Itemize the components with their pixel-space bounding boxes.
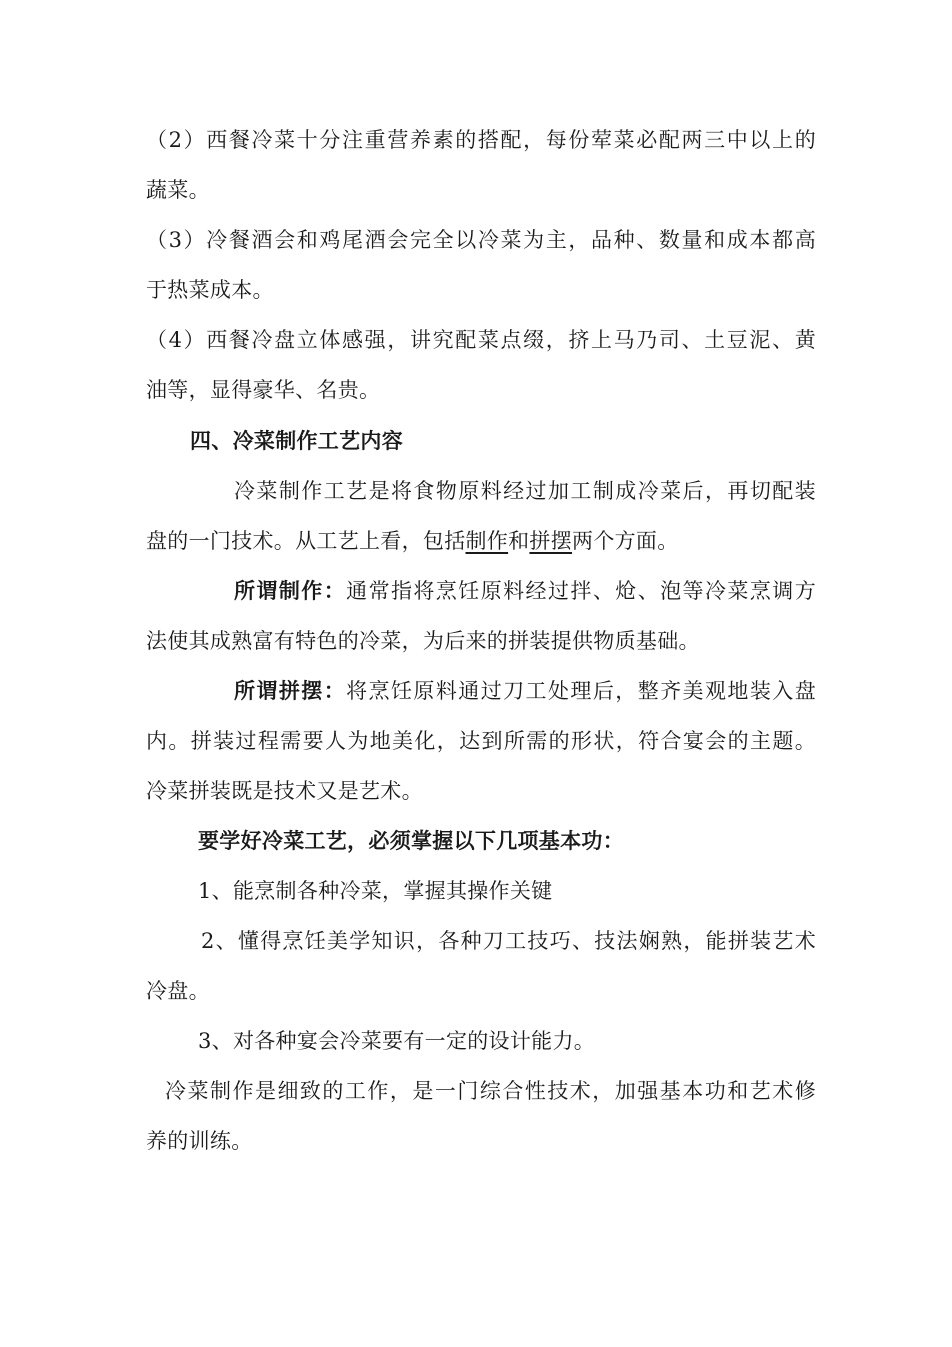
intro-text-part-a: 盘的一门技术。从工艺上看，包括 — [146, 529, 466, 553]
intro-text-and: 和 — [508, 529, 530, 553]
definition-arranging-text: 将烹饪原料通过刀工处理后，整齐美观地装入盘 — [346, 679, 816, 703]
paragraph-western-platter-line1: （4）西餐冷盘立体感强，讲究配菜点缀，挤上马乃司、土豆泥、黄 — [146, 328, 816, 352]
paragraph-western-cold-dish-nutrition-line1: （2）西餐冷菜十分注重营养素的搭配，每份荤菜必配两三中以上的 — [146, 128, 816, 152]
skill-item-2-line2: 冷盘。 — [146, 979, 210, 1003]
paragraph-western-platter-line2: 油等，显得豪华、名贵。 — [146, 378, 381, 402]
paragraph-closing-line2: 养的训练。 — [146, 1129, 253, 1153]
paragraph-closing-line1: 冷菜制作是细致的工作，是一门综合性技术，加强基本功和艺术修 — [165, 1079, 816, 1103]
intro-text-part-b: 两个方面。 — [572, 529, 679, 553]
paragraph-western-cold-dish-nutrition-line2: 蔬菜。 — [146, 178, 210, 202]
definition-arranging-label: 所谓拼摆： — [234, 678, 347, 703]
skill-item-2-line1: 2、懂得烹饪美学知识，各种刀工技巧、技法娴熟，能拼装艺术 — [201, 929, 816, 953]
definition-arranging-line1 — [234, 677, 816, 705]
paragraph-intro-line2 — [146, 527, 816, 555]
definition-making-line2: 法使其成熟富有特色的冷菜，为后来的拼装提供物质基础。 — [146, 629, 700, 653]
paragraph-intro-line1: 冷菜制作工艺是将食物原料经过加工制成冷菜后，再切配装 — [234, 479, 816, 503]
definition-arranging-line3: 冷菜拼装既是技术又是艺术。 — [146, 779, 423, 803]
section-heading-four: 四、冷菜制作工艺内容 — [190, 428, 403, 453]
skill-item-1: 1、能烹制各种冷菜，掌握其操作关键 — [198, 879, 553, 903]
paragraph-cold-buffet-cocktail-line1: （3）冷餐酒会和鸡尾酒会完全以冷菜为主，品种、数量和成本都高 — [146, 228, 816, 252]
definition-making-label: 所谓制作： — [234, 578, 347, 603]
skills-heading: 要学好冷菜工艺，必须掌握以下几项基本功： — [198, 828, 624, 853]
definition-making-line1 — [234, 577, 816, 605]
skill-item-3: 3、对各种宴会冷菜要有一定的设计能力。 — [198, 1029, 596, 1053]
term-arranging: 拼摆 — [529, 529, 573, 553]
definition-arranging-line2: 内。拼装过程需要人为地美化，达到所需的形状，符合宴会的主题。 — [146, 729, 816, 753]
paragraph-cold-buffet-cocktail-line2: 于热菜成本。 — [146, 278, 274, 302]
definition-making-text: 通常指将烹饪原料经过拌、炝、泡等冷菜烹调方 — [346, 579, 816, 603]
term-making: 制作 — [465, 529, 509, 553]
